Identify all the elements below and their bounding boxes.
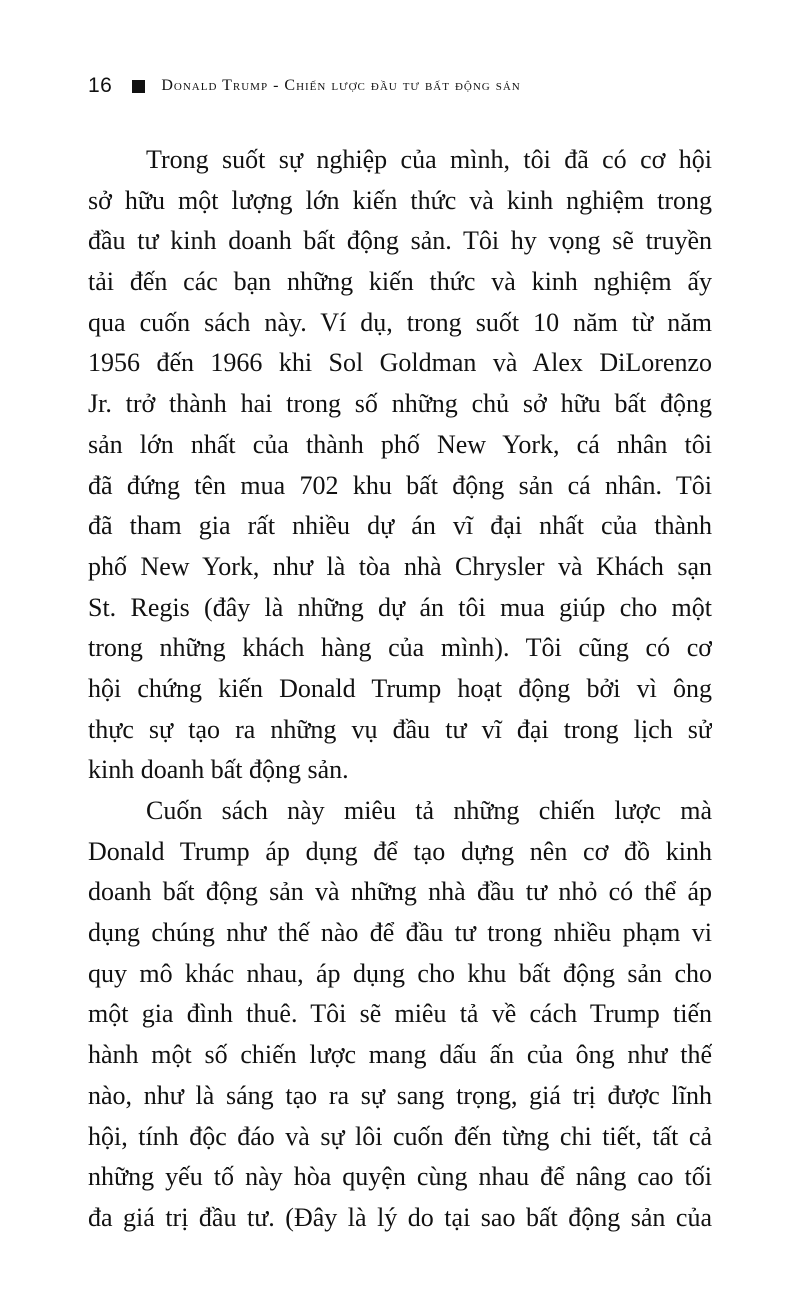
text-line: tải đến các bạn những kiến thức và kinh nghiệm ấy [88,267,712,297]
page-number: 16 [88,74,113,97]
text-line: sản lớn nhất của thành phố New York, cá nhân tôi [88,429,712,459]
text-line: một gia đình thuê. Tôi sẽ miêu tả về cách Trump tiến [88,999,712,1029]
text-line: thực sự tạo ra những vụ đầu tư vĩ đại trong lịch sử [88,714,712,744]
text-line: nào, như là sáng tạo ra sự sang trọng, giá trị được lĩnh [88,1080,712,1110]
text-line: đa giá trị đầu tư. (Đây là lý do tại sao bất động sản của [88,1202,712,1232]
text-line: qua cuốn sách này. Ví dụ, trong suốt 10 năm từ năm [88,307,712,337]
text-line: đã đứng tên mua 702 khu bất động sản cá nhân. Tôi [88,470,712,500]
text-line: Trong suốt sự nghiệp của mình, tôi đã có cơ hội [146,145,712,174]
text-line: dụng chúng như thế nào để đầu tư trong nhiều phạm vi [88,918,712,948]
text-line: Cuốn sách này miêu tả những chiến lược mà [146,796,712,825]
text-line: hội, tính độc đáo và sự lôi cuốn đến từng chi tiết, tất cả [88,1121,712,1151]
text-line: kinh doanh bất động sản. [88,755,349,785]
text-line: đầu tư kinh doanh bất động sản. Tôi hy vọng sẽ truyền [88,226,712,256]
running-title: Donald Trump - Chiến lược đầu tư bất động sản [161,77,521,94]
square-bullet-icon [132,80,145,93]
paragraph-2 [88,791,712,1239]
text-line: trong những khách hàng của mình). Tôi cũng có cơ [88,633,712,663]
text-line: phố New York, như là tòa nhà Chrysler và Khách sạn [88,551,712,581]
paragraph-1 [88,140,712,791]
text-line: hội chứng kiến Donald Trump hoạt động bởi vì ông [88,673,712,703]
text-line: 1956 đến 1966 khi Sol Goldman và Alex DiLorenzo [88,348,712,378]
text-line: hành một số chiến lược mang dấu ấn của ông như thế [88,1040,712,1070]
text-line: Jr. trở thành hai trong số những chủ sở hữu bất động [88,389,712,419]
text-line: quy mô khác nhau, áp dụng cho khu bất động sản cho [88,958,712,988]
running-header [88,66,521,106]
text-line: doanh bất động sản và những nhà đầu tư nhỏ có thể áp [88,877,712,907]
text-line: St. Regis (đây là những dự án tôi mua giúp cho một [88,592,712,622]
text-line: những yếu tố này hòa quyện cùng nhau để nâng cao tối [88,1162,712,1192]
text-line: sở hữu một lượng lớn kiến thức và kinh nghiệm trong [88,185,712,215]
text-line: Donald Trump áp dụng để tạo dựng nên cơ đồ kinh [88,836,712,866]
text-line: đã tham gia rất nhiều dự án vĩ đại nhất của thành [88,511,712,541]
text-body [88,140,712,1239]
